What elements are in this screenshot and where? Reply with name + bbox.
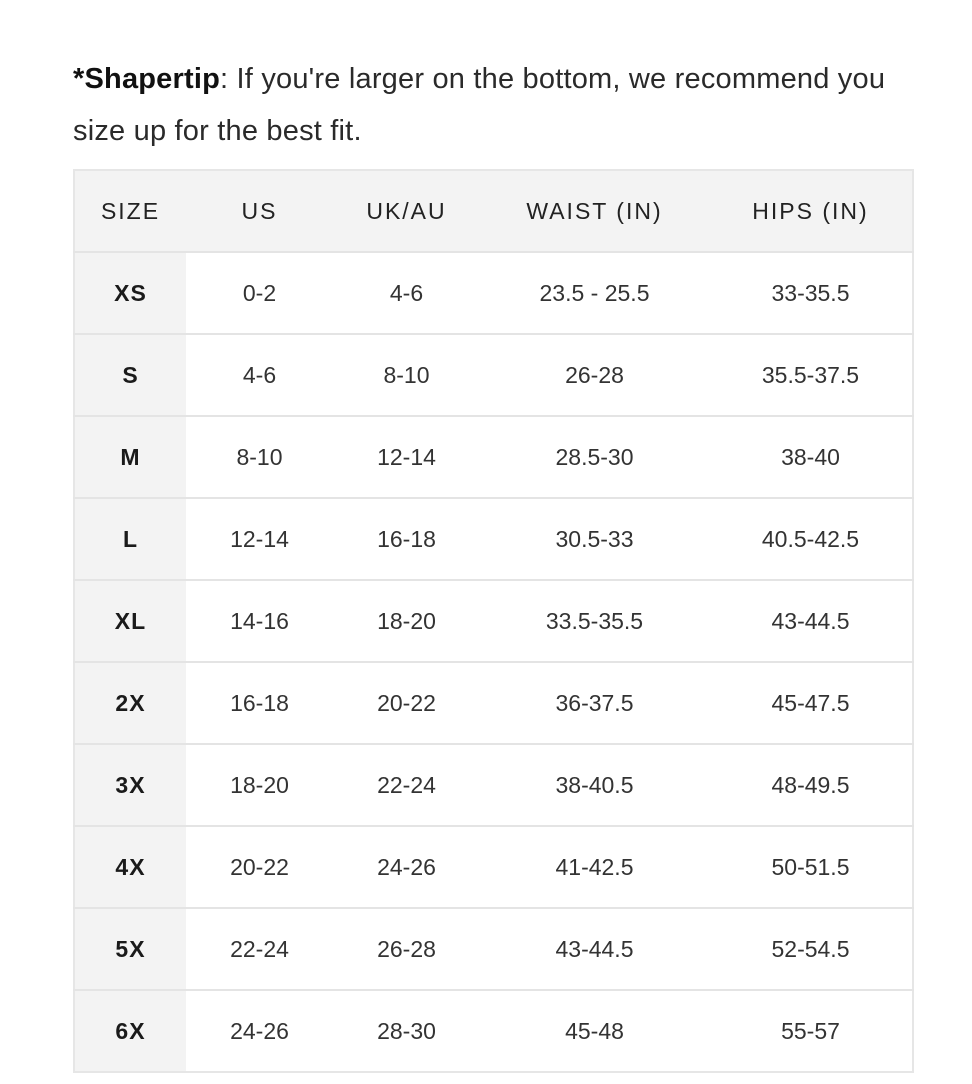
header-hips: HIPS (IN): [709, 170, 913, 252]
waist-cell: 33.5-35.5: [480, 580, 709, 662]
us-cell: 18-20: [186, 744, 333, 826]
waist-cell: 26-28: [480, 334, 709, 416]
hips-cell: 33-35.5: [709, 252, 913, 334]
size-cell: L: [74, 498, 186, 580]
hips-cell: 40.5-42.5: [709, 498, 913, 580]
size-chart-table: [73, 169, 914, 1073]
waist-cell: 28.5-30: [480, 416, 709, 498]
table-row: [74, 826, 913, 908]
table-row: [74, 252, 913, 334]
us-cell: 16-18: [186, 662, 333, 744]
size-cell: 5X: [74, 908, 186, 990]
uk-au-cell: 22-24: [333, 744, 480, 826]
waist-cell: 36-37.5: [480, 662, 709, 744]
us-cell: 12-14: [186, 498, 333, 580]
uk-au-cell: 8-10: [333, 334, 480, 416]
uk-au-cell: 18-20: [333, 580, 480, 662]
uk-au-cell: 24-26: [333, 826, 480, 908]
header-size: SIZE: [74, 170, 186, 252]
us-cell: 8-10: [186, 416, 333, 498]
shapertip-note: [73, 53, 923, 157]
uk-au-cell: 20-22: [333, 662, 480, 744]
size-cell: S: [74, 334, 186, 416]
header-waist: WAIST (IN): [480, 170, 709, 252]
hips-cell: 55-57: [709, 990, 913, 1072]
table-row: [74, 744, 913, 826]
shapertip-label: *Shapertip: [73, 63, 221, 95]
waist-cell: 30.5-33: [480, 498, 709, 580]
waist-cell: 45-48: [480, 990, 709, 1072]
hips-cell: 48-49.5: [709, 744, 913, 826]
us-cell: 0-2: [186, 252, 333, 334]
hips-cell: 45-47.5: [709, 662, 913, 744]
shapertip-text: : If you're larger on the bottom, we recommend you size up for the best fit.: [73, 63, 886, 147]
table-row: [74, 334, 913, 416]
table-row: [74, 662, 913, 744]
waist-cell: 43-44.5: [480, 908, 709, 990]
uk-au-cell: 4-6: [333, 252, 480, 334]
table-row: [74, 580, 913, 662]
size-cell: XL: [74, 580, 186, 662]
uk-au-cell: 12-14: [333, 416, 480, 498]
table-body: [74, 252, 913, 1072]
us-cell: 20-22: [186, 826, 333, 908]
us-cell: 22-24: [186, 908, 333, 990]
uk-au-cell: 28-30: [333, 990, 480, 1072]
size-cell: 6X: [74, 990, 186, 1072]
size-cell: 3X: [74, 744, 186, 826]
uk-au-cell: 26-28: [333, 908, 480, 990]
size-cell: M: [74, 416, 186, 498]
hips-cell: 35.5-37.5: [709, 334, 913, 416]
us-cell: 4-6: [186, 334, 333, 416]
table-row: [74, 990, 913, 1072]
size-cell: 2X: [74, 662, 186, 744]
waist-cell: 41-42.5: [480, 826, 709, 908]
waist-cell: 38-40.5: [480, 744, 709, 826]
hips-cell: 38-40: [709, 416, 913, 498]
waist-cell: 23.5 - 25.5: [480, 252, 709, 334]
us-cell: 24-26: [186, 990, 333, 1072]
header-uk-au: UK/AU: [333, 170, 480, 252]
table-row: [74, 498, 913, 580]
uk-au-cell: 16-18: [333, 498, 480, 580]
header-us: US: [186, 170, 333, 252]
size-cell: 4X: [74, 826, 186, 908]
table-row: [74, 908, 913, 990]
hips-cell: 50-51.5: [709, 826, 913, 908]
size-cell: XS: [74, 252, 186, 334]
table-header-row: [74, 170, 913, 252]
hips-cell: 52-54.5: [709, 908, 913, 990]
table-row: [74, 416, 913, 498]
us-cell: 14-16: [186, 580, 333, 662]
hips-cell: 43-44.5: [709, 580, 913, 662]
